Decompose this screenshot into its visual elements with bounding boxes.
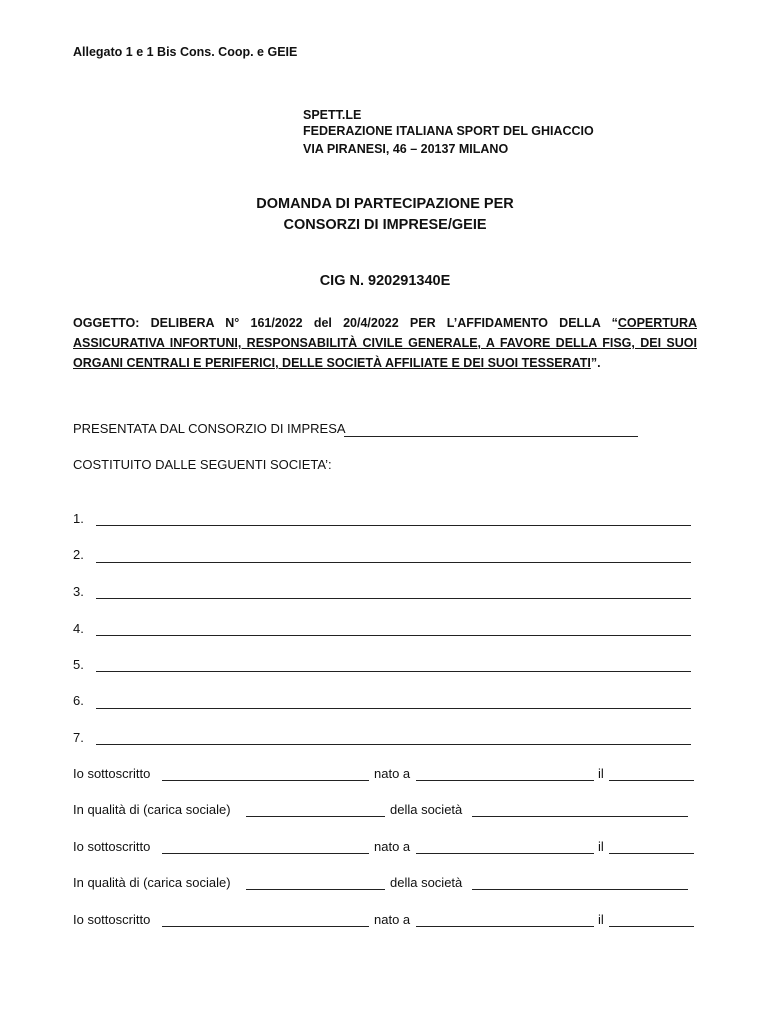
constituted-by-label: COSTITUITO DALLE SEGUENTI SOCIETA’:: [73, 457, 332, 472]
subject-paragraph: [73, 313, 697, 373]
presented-by-label: PRESENTATA DAL CONSORZIO DI IMPRESA: [73, 421, 346, 436]
recipient-line-3: VIA PIRANESI, 46 – 20137 MILANO: [303, 142, 509, 156]
company-name-line-2[interactable]: [472, 889, 688, 890]
company-label-2: della società: [390, 875, 463, 890]
born-in-label-3: nato a: [374, 912, 411, 927]
birthplace-line-2[interactable]: [416, 853, 594, 854]
subject-underlined: COPERTURA ASSICURATIVA INFORTUNI, RESPONSABILITÀ CIVILE GENERALE, A FAVORE DELLA FISG, DEI SUOI ORGANI CENTRALI E PERIFERICI, DELLE SOCIETÀ AFFILIATE E DEI SUOI TESSERATI: [73, 316, 697, 370]
undersigned-label-2: Io sottoscritto: [73, 839, 151, 854]
company-line-3[interactable]: [96, 598, 691, 599]
subject-prefix: OGGETTO: DELIBERA N° 161/2022 del 20/4/2022 PER L’AFFIDAMENTO DELLA “: [73, 316, 618, 330]
company-line-7[interactable]: [96, 744, 691, 745]
subject-suffix: ”.: [590, 356, 601, 370]
recipient-line-2: FEDERAZIONE ITALIANA SPORT DEL GHIACCIO: [303, 124, 594, 138]
undersigned-name-line-3[interactable]: [162, 926, 369, 927]
born-in-label-2: nato a: [374, 839, 411, 854]
role-label-1: In qualità di (carica sociale): [73, 802, 231, 817]
undersigned-label-3: Io sottoscritto: [73, 912, 151, 927]
born-in-label-1: nato a: [374, 766, 411, 781]
birthplace-line-3[interactable]: [416, 926, 594, 927]
company-line-1[interactable]: [96, 525, 691, 526]
role-line-2[interactable]: [246, 889, 385, 890]
undersigned-name-line-2[interactable]: [162, 853, 369, 854]
company-label-1: della società: [390, 802, 463, 817]
role-line-1[interactable]: [246, 816, 385, 817]
company-line-4[interactable]: [96, 635, 691, 636]
birthdate-line-3[interactable]: [609, 926, 694, 927]
date-label-3: il: [598, 912, 604, 927]
company-number-1: 1.: [73, 511, 84, 526]
company-number-7: 7.: [73, 730, 84, 745]
document-title-line-2: CONSORZI DI IMPRESE/GEIE: [283, 217, 487, 233]
cig-number: CIG N. 920291340E: [319, 273, 451, 289]
annex-header: Allegato 1 e 1 Bis Cons. Coop. e GEIE: [73, 45, 298, 59]
company-number-6: 6.: [73, 693, 84, 708]
company-number-5: 5.: [73, 657, 84, 672]
company-number-3: 3.: [73, 584, 84, 599]
company-number-4: 4.: [73, 621, 84, 636]
birthplace-line-1[interactable]: [416, 780, 594, 781]
consortium-name-line[interactable]: [344, 436, 638, 437]
date-label-2: il: [598, 839, 604, 854]
company-line-6[interactable]: [96, 708, 691, 709]
undersigned-label-1: Io sottoscritto: [73, 766, 151, 781]
recipient-line-1: SPETT.LE: [303, 108, 362, 122]
role-label-2: In qualità di (carica sociale): [73, 875, 231, 890]
birthdate-line-2[interactable]: [609, 853, 694, 854]
company-line-5[interactable]: [96, 671, 691, 672]
date-label-1: il: [598, 766, 604, 781]
company-name-line-1[interactable]: [472, 816, 688, 817]
undersigned-name-line-1[interactable]: [162, 780, 369, 781]
document-title-line-1: DOMANDA DI PARTECIPAZIONE PER: [256, 196, 514, 212]
birthdate-line-1[interactable]: [609, 780, 694, 781]
company-line-2[interactable]: [96, 562, 691, 563]
company-number-2: 2.: [73, 547, 84, 562]
